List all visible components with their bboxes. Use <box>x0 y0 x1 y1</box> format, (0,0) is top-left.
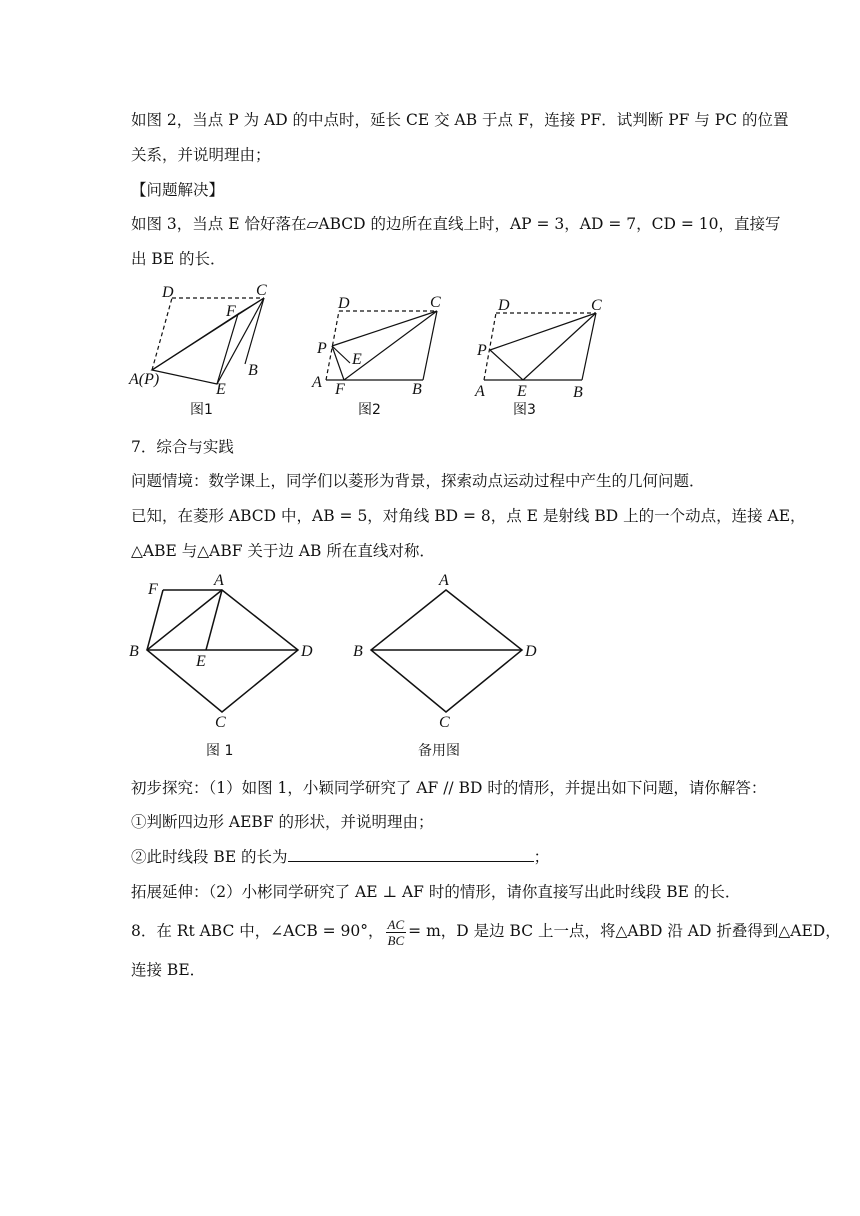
fig1-label-D: D <box>162 284 174 301</box>
q7-context: 问题情境：数学课上，同学们以菱形为背景，探索动点运动过程中产生的几何问题． <box>131 472 705 490</box>
q6-figure-2 <box>311 294 441 418</box>
fig2-caption: 图2 <box>358 402 381 418</box>
answer-blank[interactable] <box>288 847 534 862</box>
q7-figures <box>120 565 560 765</box>
fig3-label-P: P <box>477 342 487 359</box>
fig3-label-B: B <box>573 384 583 401</box>
q8-line1 <box>131 913 841 949</box>
q8-prefix: 8．在 Rt ABC 中，∠ACB = 90°， <box>131 922 384 940</box>
fig1-label-C: C <box>256 282 267 299</box>
q7-fig2-label-D: D <box>525 643 537 660</box>
q7-fig2-caption: 备用图 <box>418 743 460 759</box>
q7-part1b-suffix: ； <box>533 848 550 866</box>
q7-spare-figure <box>353 572 537 759</box>
q7-fig2-label-A: A <box>439 572 449 589</box>
fig3-label-A: A <box>475 383 485 400</box>
q8-frac-denominator: BC <box>387 932 405 948</box>
q7-fig1-label-D: D <box>301 643 313 660</box>
q7-fig1-label-F: F <box>148 581 158 598</box>
q8-line2: 连接 BE． <box>131 961 206 979</box>
fig3-label-D: D <box>498 297 510 314</box>
fig2-label-E: E <box>352 351 362 368</box>
q7-part2: 拓展延伸：（2）小彬同学研究了 AE ⊥ AF 时的情形，请你直接写出此时线段 BE 的长． <box>131 883 741 901</box>
q7-fig2-label-B: B <box>353 643 363 660</box>
fig2-label-B: B <box>412 381 422 398</box>
q7-part1: 初步探究：（1）如图 1，小颖同学研究了 AF // BD 时的情形，并提出如下问题，请你解答： <box>131 779 767 797</box>
fig2-label-D: D <box>338 295 350 312</box>
q7-fig1-label-C: C <box>215 714 226 731</box>
q6-figure-3 <box>474 297 602 418</box>
q7-part1b <box>131 847 549 867</box>
fig1-label-F: F <box>226 303 236 320</box>
q7-given-line2: △ABE 与△ABF 关于边 AB 所在直线对称． <box>131 542 435 560</box>
q6-text-line3: 如图 3，当点 E 恰好落在▱ABCD 的边所在直线上时，AP = 3，AD = 7，CD = 10，直接写 <box>131 215 781 233</box>
fig3-label-E: E <box>517 383 527 400</box>
q7-given-line1: 已知，在菱形 ABCD 中，AB = 5，对角线 BD = 8，点 E 是射线 BD 上的一个动点，连接 AE， <box>131 507 806 525</box>
fig2-label-A: A <box>312 374 322 391</box>
q7-figure-1 <box>129 572 313 759</box>
q6-text-line2: 关系，并说明理由； <box>131 146 271 164</box>
fig1-label-E: E <box>216 381 226 398</box>
fig2-label-C: C <box>430 294 441 311</box>
fig3-caption: 图3 <box>513 402 536 418</box>
q6-figure-1 <box>128 282 267 418</box>
fig1-caption: 图1 <box>190 402 213 418</box>
q7-part1b-prefix: ②此时线段 BE 的长为 <box>131 848 288 866</box>
q7-fig2-label-C: C <box>439 714 450 731</box>
q7-fig1-label-E: E <box>196 653 206 670</box>
q8-suffix: = m，D 是边 BC 上一点，将△ABD 沿 AD 折叠得到△AED， <box>408 922 841 940</box>
q6-text-line4: 出 BE 的长． <box>131 250 226 268</box>
q7-title: 7．综合与实践 <box>131 438 234 456</box>
fig1-label-B: B <box>248 362 258 379</box>
q8-fraction <box>386 917 407 948</box>
fig2-label-F: F <box>335 381 345 398</box>
fig1-label-AP: A(P) <box>129 371 160 388</box>
q7-fig1-label-A: A <box>214 572 224 589</box>
fig2-label-P: P <box>317 340 327 357</box>
section-heading-problem-solving: 【问题解决】 <box>131 181 225 199</box>
q8-frac-numerator: AC <box>387 916 405 932</box>
fig3-label-C: C <box>591 297 602 314</box>
q7-fig1-label-B: B <box>129 643 139 660</box>
q6-text-line1: 如图 2，当点 P 为 AD 的中点时，延长 CE 交 AB 于点 F，连接 PF．试判断 PF 与 PC 的位置 <box>131 111 789 129</box>
q7-part1a: ①判断四边形 AEBF 的形状，并说明理由； <box>131 813 434 831</box>
q7-fig1-caption: 图 1 <box>206 743 234 759</box>
q6-figures <box>120 280 640 420</box>
